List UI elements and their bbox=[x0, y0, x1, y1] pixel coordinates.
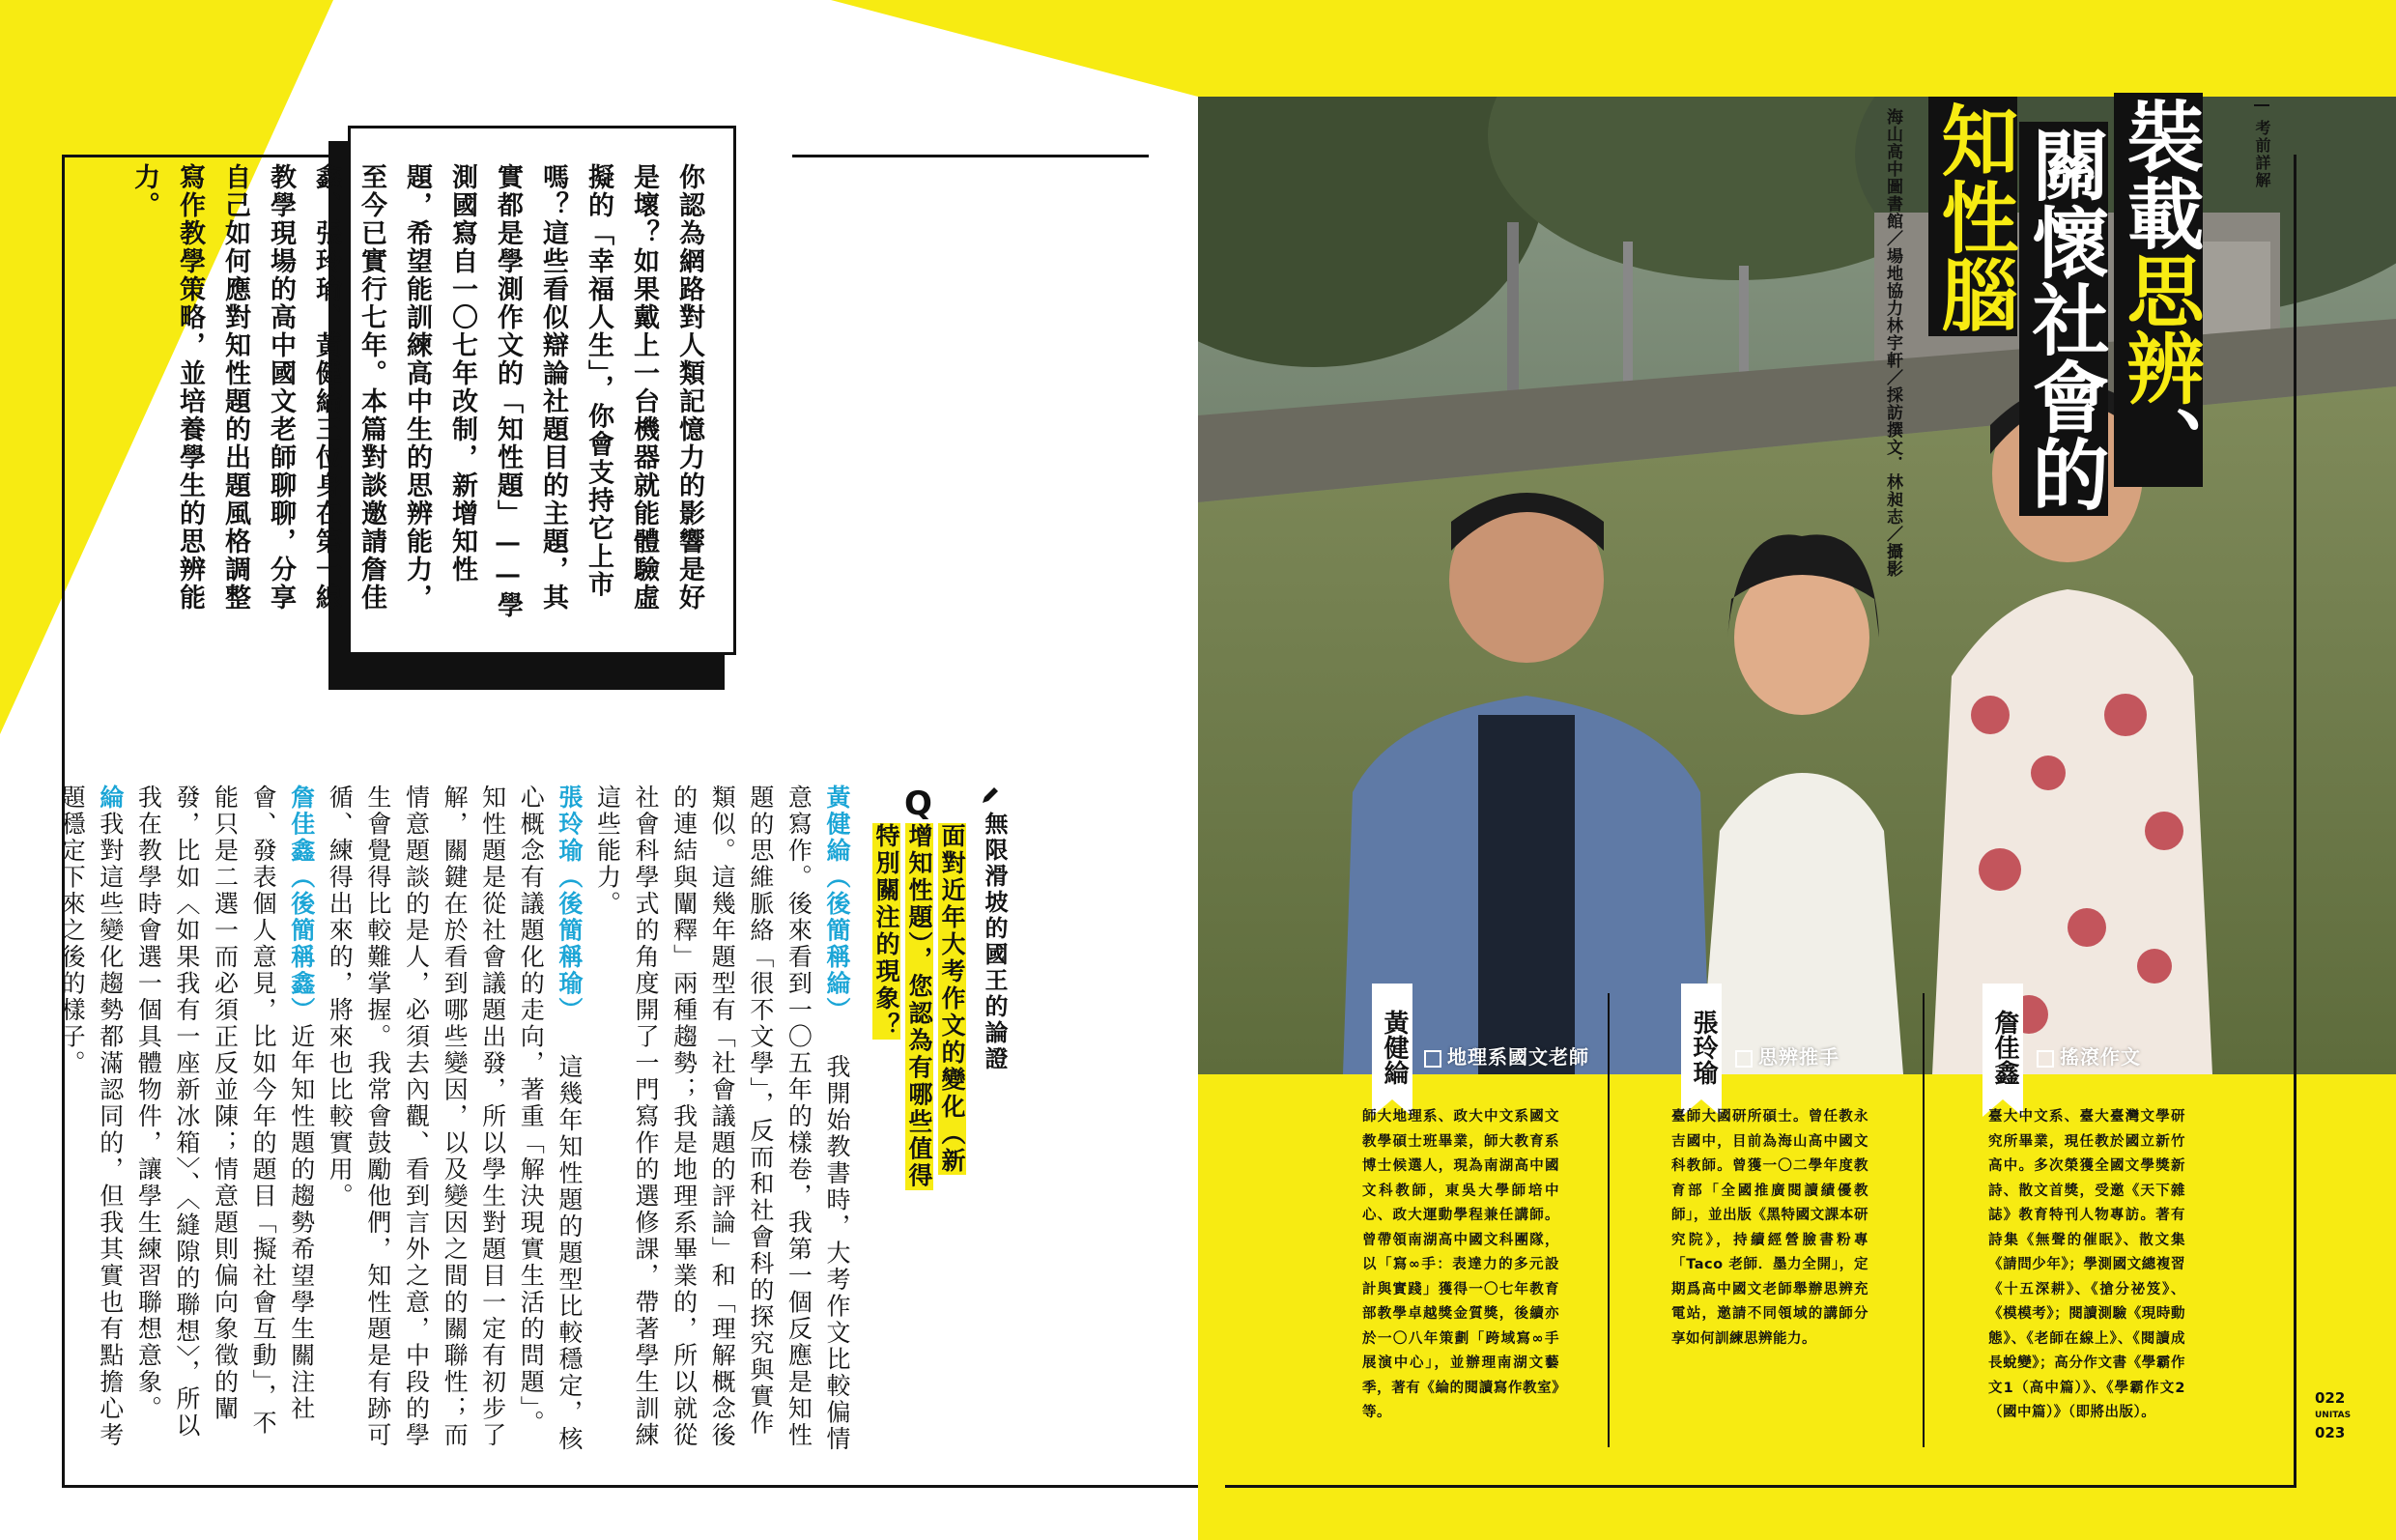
zhang-paragraph: 這幾年知性題的題型比較穩定，核心概念有議題化的走向，著重「解決現實生活的問題」。知性題是從社會議題出發，所以學生對題目一定有初步了解，關鍵在於看到哪些變因，以及變因之間的關聯性；而情意題談的是人，必須去內觀、看到言外之意，中段的學生會覺得比較難掌握。我常會鼓勵他們，知性題是有跡可循、練得出來的，將來也比較實用。 bbox=[326, 784, 584, 1453]
role-huang-text: 地理系國文老師 bbox=[1447, 1045, 1589, 1069]
photo-illustration bbox=[1198, 97, 2396, 1074]
check-icon bbox=[1735, 1050, 1753, 1068]
zhan-paragraph: 近年知性題的趨勢希望學生關注社會、發表個人意見，比如今年的題目「擬社會互動」，不能只是二選一而必須正反並陳；情意題則偏向象徵的闡發，比如〈如果我有一座新冰箱〉、〈縫隙的聯想〉，所以我在教學時會選一個具體物件，讓學生練習聯想意象。 bbox=[134, 784, 316, 1440]
role-huang bbox=[1424, 1041, 1589, 1069]
role-zhang-text: 思辨推手 bbox=[1758, 1045, 1840, 1069]
huang-paragraph: 我開始教書時，大考作文比較偏情意寫作。後來看到一〇五年的樣卷，我第一個反應是知性題的思維脈絡「很不文學」，反而和社會科的探究與實作類似。這幾年題型有「社會議題的評論」和「理解概念後的連結與闡釋」兩種趨勢；我是地理系畢業的，所以就從社會科學式的角度開了一門寫作的選修課，帶著學生訓練這些能力。 bbox=[593, 784, 851, 1453]
bio-zhan: 臺大中文系、臺大臺灣文學研究所畢業，現任教於國立新竹高中。多次榮獲全國文學獎新詩、散文首獎，受邀《天下雜誌》教育特刊人物專訪。著有詩集《無聲的催眠》、散文集《請問少年》；學測國文總複習《十五深耕》、《搶分祕笈》、《模模考》；閱讀測驗《現時動態》、《老師在線上》、《閱讀成長蛻變》；高分作文書《學霸作文1（高中篇）》、《學霸作文2（國中篇）》（即將出版）。 bbox=[1988, 1109, 2185, 1420]
title-line-3: 知性腦 bbox=[1928, 97, 2017, 336]
title-line-1-end: 、 bbox=[2114, 406, 2204, 483]
page-number-right: 023 bbox=[2315, 1424, 2346, 1441]
speaker-lun: 綸 bbox=[96, 784, 125, 812]
title-highlight: 思辨 bbox=[2114, 251, 2204, 406]
question-text: 面對近年大考作文的變化（新增知性題），您認為有哪些值得特別關注的現象？ bbox=[872, 823, 966, 1190]
bio-zhang: 臺師大國研所碩士。曾任教永吉國中，目前為海山高中國文科教師。曾獲一〇二學年度教育部「全國推廣閱讀績優教師」，並出版《黑特國文課本研究院》，持續經營臉書粉專「Taco 老師．墨力全開」，定期爲高中國文老師舉辦思辨充電站，邀請不同領域的講師分享如何訓練思辨能力。 bbox=[1671, 1109, 1868, 1347]
right-frame-bottom bbox=[1225, 1485, 2296, 1488]
page-brand: UNITAS bbox=[2315, 1411, 2352, 1420]
right-frame-vertical bbox=[2294, 155, 2296, 1488]
title-line-2: 關懷社會的 bbox=[2019, 122, 2108, 516]
question-line-1 bbox=[870, 823, 968, 1190]
name-tag-huang: 黃健綸 bbox=[1372, 984, 1412, 1099]
credits bbox=[1880, 108, 1903, 578]
lun-paragraph: 我對這些變化趨勢都滿認同的，但我其實也有點擔心考題穩定下來之後的樣子。 bbox=[58, 784, 125, 1449]
credit-photo: 林宇軒／採訪撰文．林昶志／攝影 bbox=[1883, 317, 1902, 578]
section-title: 無限滑坡的國王的論證 bbox=[981, 812, 1009, 1072]
check-icon bbox=[2037, 1050, 2054, 1068]
role-zhang bbox=[1735, 1041, 1840, 1069]
name-tag-zhan: 詹佳鑫 bbox=[1982, 984, 2023, 1099]
credit-venue: 海山高中圖書館／場地協力 bbox=[1883, 108, 1902, 317]
pencil-icon bbox=[980, 784, 1001, 806]
bio-divider-1 bbox=[1608, 993, 1610, 1447]
speaker-zhang: 張玲瑜（後簡稱瑜） bbox=[555, 784, 584, 1024]
kicker: 考前詳解 bbox=[2253, 120, 2271, 189]
name-tag-zhang: 張玲瑜 bbox=[1681, 984, 1722, 1099]
role-zhan bbox=[2037, 1041, 2141, 1069]
intro-box bbox=[129, 126, 736, 655]
kicker-rule bbox=[2254, 104, 2269, 106]
speaker-huang: 黃健綸（後簡稱綸） bbox=[823, 784, 851, 1024]
page-number-left: 022 bbox=[2315, 1389, 2346, 1407]
title-line-1 bbox=[2114, 93, 2203, 487]
title-line-1-a: 裝載 bbox=[2114, 97, 2204, 251]
question-icon: Q bbox=[904, 784, 932, 823]
role-zhan-text: 搖滾作文 bbox=[2060, 1045, 2141, 1069]
bio-huang: 師大地理系、政大中文系國文教學碩士班畢業，師大教育系博士候選人，現為南湖高中國文科教師，東吳大學師培中心、政大運動學程兼任講師。曾帶領南湖高中國文科團隊，以「寫∞手：表達力的多元設計與實踐」獲得一〇七年教育部教學卓越獎金質獎，後續亦於一〇八年策劃「跨域寫∞手展演中心」，並辦理南湖文藝季，著有《綸的閱讀寫作教室》等。 bbox=[1362, 1109, 1559, 1420]
bio-divider-2 bbox=[1923, 993, 1925, 1447]
group-photo bbox=[1198, 97, 2396, 1074]
speaker-zhan: 詹佳鑫（後簡稱鑫） bbox=[287, 784, 316, 1024]
intro-text: 你認為網路對人類記憶力的影響是好是壞？如果戴上一台機器就能體驗虛擬的「幸福人生」，你會支持它上市嗎？這些看似辯論社題目的主題，其實都是學測作文的「知性題」——學測國寫自一〇七年改制，新增知性題，希望能訓練高中生的思辨能力，至今已實行七年。本篇對談邀請詹佳鑫、張玲瑜、黃健綸三位身在第一線教學現場的高中國文老師聊聊，分享自己如何應對知性題的出題風格調整寫作教學策略，並培養學生的思辨能力。 bbox=[129, 163, 704, 619]
body-text bbox=[58, 784, 856, 1461]
check-icon bbox=[1424, 1050, 1441, 1068]
